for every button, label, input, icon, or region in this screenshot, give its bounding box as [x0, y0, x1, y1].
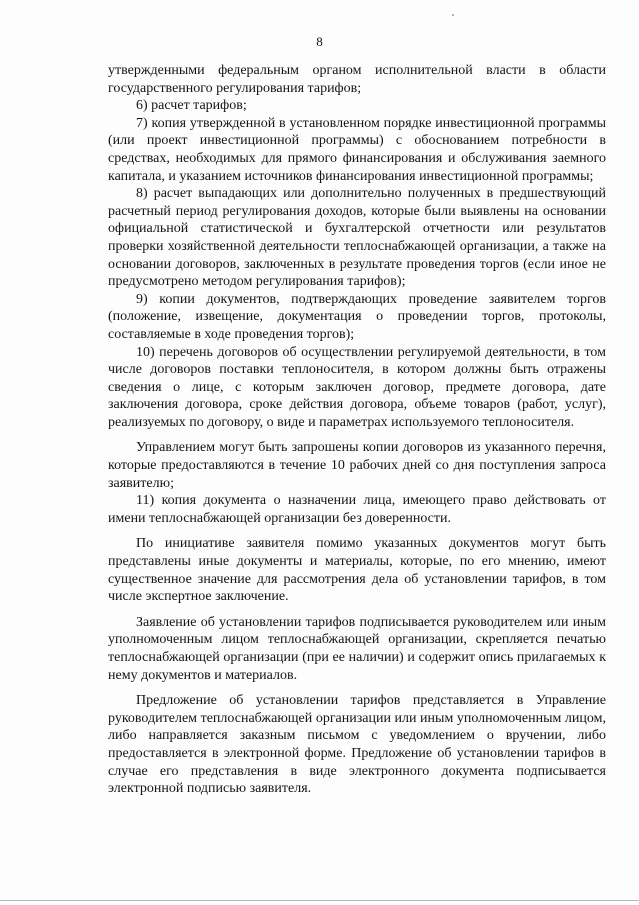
- paragraph-submission: Предложение об установлении тарифов представляется в Управление руководителем теплоснабжающей организации или иным уполномоченным лицом, либо направляется заказным письмом с уведомлением о вручении, либо предоставляется в электронной форме. Предложение об установлении тарифов в случае его представления в виде электронного документа подписывается электронной подписью заявителя.: [108, 693, 606, 797]
- scan-speck: [452, 14, 454, 16]
- paragraph-item-6: 6) расчет тарифов;: [136, 98, 247, 114]
- paragraph-application-signature: Заявление об установлении тарифов подписывается руководителем или иным уполномоченным лицом теплоснабжающей организации, скрепляется печатью теплоснабжающей организации (при ее наличии) и содержит опись прилагаемых к нему документов и материалов.: [108, 614, 606, 683]
- paragraph-item-10: 10) перечень договоров об осуществлении регулируемой деятельности, в том числе договоров поставки теплоносителя, в котором должны быть отражены сведения о лице, с которым заключен договор, предмете договора, дате заключения договора, сроке действия договора, объеме товаров (работ, услуг), реализуемых по договору, о виде и параметрах используемого теплоносителя.: [108, 344, 606, 430]
- paragraph-additional-documents: По инициативе заявителя помимо указанных документов могут быть представлены иные документы и материалы, которые, по его мнению, имеют существенное значение для рассмотрения дела об установлении тарифов, в том числе экспертное заключение.: [108, 536, 606, 605]
- paragraph-continuation: утвержденными федеральным органом исполнительной власти в области государственного регулирования тарифов;: [108, 63, 606, 96]
- scan-edge-line: [0, 900, 639, 901]
- paragraph-contracts-request: Управлением могут быть запрошены копии договоров из указанного перечня, которые предоставляются в течение 10 рабочих дней со дня поступления запроса заявителю;: [108, 440, 606, 491]
- paragraph-item-9: 9) копии документов, подтверждающих проведение заявителем торгов (положение, извещение, документация о проведении торгов, протоколы, составляемые в ходе проведения торгов);: [108, 291, 606, 342]
- paragraph-item-8: 8) расчет выпадающих или дополнительно полученных в предшествующий расчетный период регулирования доходов, которые были выявлены на основании официальной статистической и бухгалтерской отчетности или результатов проверки хозяйственной деятельности теплоснабжающей организации, а также на основании договоров, заключенных в результате проведения торгов (если иное не предусмотрено методом регулирования тарифов);: [108, 186, 606, 290]
- document-body: [108, 62, 606, 798]
- page-number: 8: [316, 34, 323, 49]
- paragraph-item-7: 7) копия утвержденной в установленном порядке инвестиционной программы (или проект инвестиционной программы) с обоснованием потребности в средствах, необходимых для прямого финансирования и обслуживания заемного капитала, и указанием источников финансирования инвестиционной программы;: [108, 115, 606, 184]
- paragraph-item-11: 11) копия документа о назначении лица, имеющего право действовать от имени теплоснабжающей организации без доверенности.: [108, 493, 606, 526]
